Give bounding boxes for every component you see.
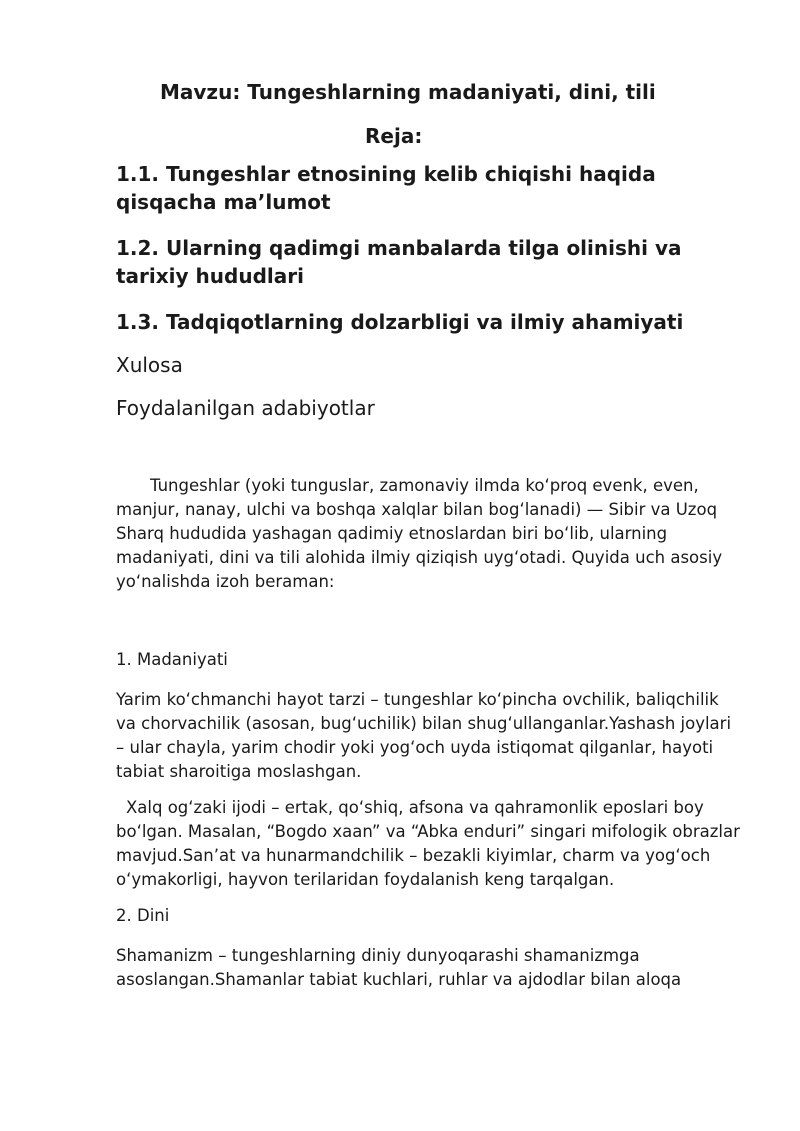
religion-paragraph-1: Shamanizm – tungeshlarning diniy dunyoqarashi shamanizmga asoslangan.Shamanlar tabiat kuchlari, ruhlar va ajdodlar bilan aloqa — [116, 946, 682, 989]
toc-item-2: 1.2. Ularning qadimgi manbalarda tilga olinishi va tarixiy hududlari — [116, 236, 682, 288]
section-heading-religion: 2. Dini — [116, 906, 170, 925]
document-title: Mavzu: Tungeshlarning madaniyati, dini, tili — [160, 80, 656, 104]
culture-paragraph-2: Xalq ogʻzaki ijodi – ertak, qoʻshiq, afsona va qahramonlik eposlari boy boʻlgan. Masalan, “Bogdo xaan” va “Abka enduri” singari mifologik obrazlar mavjud.Sanʼat va hunarmandchilik – bezakli kiyimlar, charm va yogʻoch oʻymakorligi, hayvon terilaridan foydalanish keng tarqalgan. — [116, 798, 740, 889]
section-heading-culture: 1. Madaniyati — [116, 650, 228, 669]
toc-item-3: 1.3. Tadqiqotlarning dolzarbligi va ilmiy ahamiyati — [116, 310, 684, 334]
toc-conclusion: Xulosa — [116, 353, 183, 377]
intro-paragraph: Tungeshlar (yoki tunguslar, zamonaviy ilmda koʻproq evenk, even, manjur, nanay, ulchi va boshqa xalqlar bilan bogʻlanadi) — Sibir va Uzoq Sharq hududida yashagan qadimiy etnoslardan biri boʻlib, ularning madaniyati, dini va tili alohida ilmiy qiziqish uygʻotadi. Quyida uch asosiy yoʻnalishda izoh beraman: — [116, 476, 723, 591]
plan-heading: Reja: — [365, 124, 423, 148]
culture-paragraph-1: Yarim koʻchmanchi hayot tarzi – tungeshlar koʻpincha ovchilik, baliqchilik va chorvachilik (asosan, bugʻuchilik) bilan shugʻullanganlar.Yashash joylari – ular chayla, yarim chodir yoki yogʻoch uyda istiqomat qilganlar, hayoti tabiat sharoitiga moslashgan. — [116, 690, 732, 781]
toc-item-1: 1.1. Tungeshlar etnosining kelib chiqishi haqida qisqacha ma’lumot — [116, 162, 656, 214]
toc-references: Foydalanilgan adabiyotlar — [116, 396, 375, 420]
